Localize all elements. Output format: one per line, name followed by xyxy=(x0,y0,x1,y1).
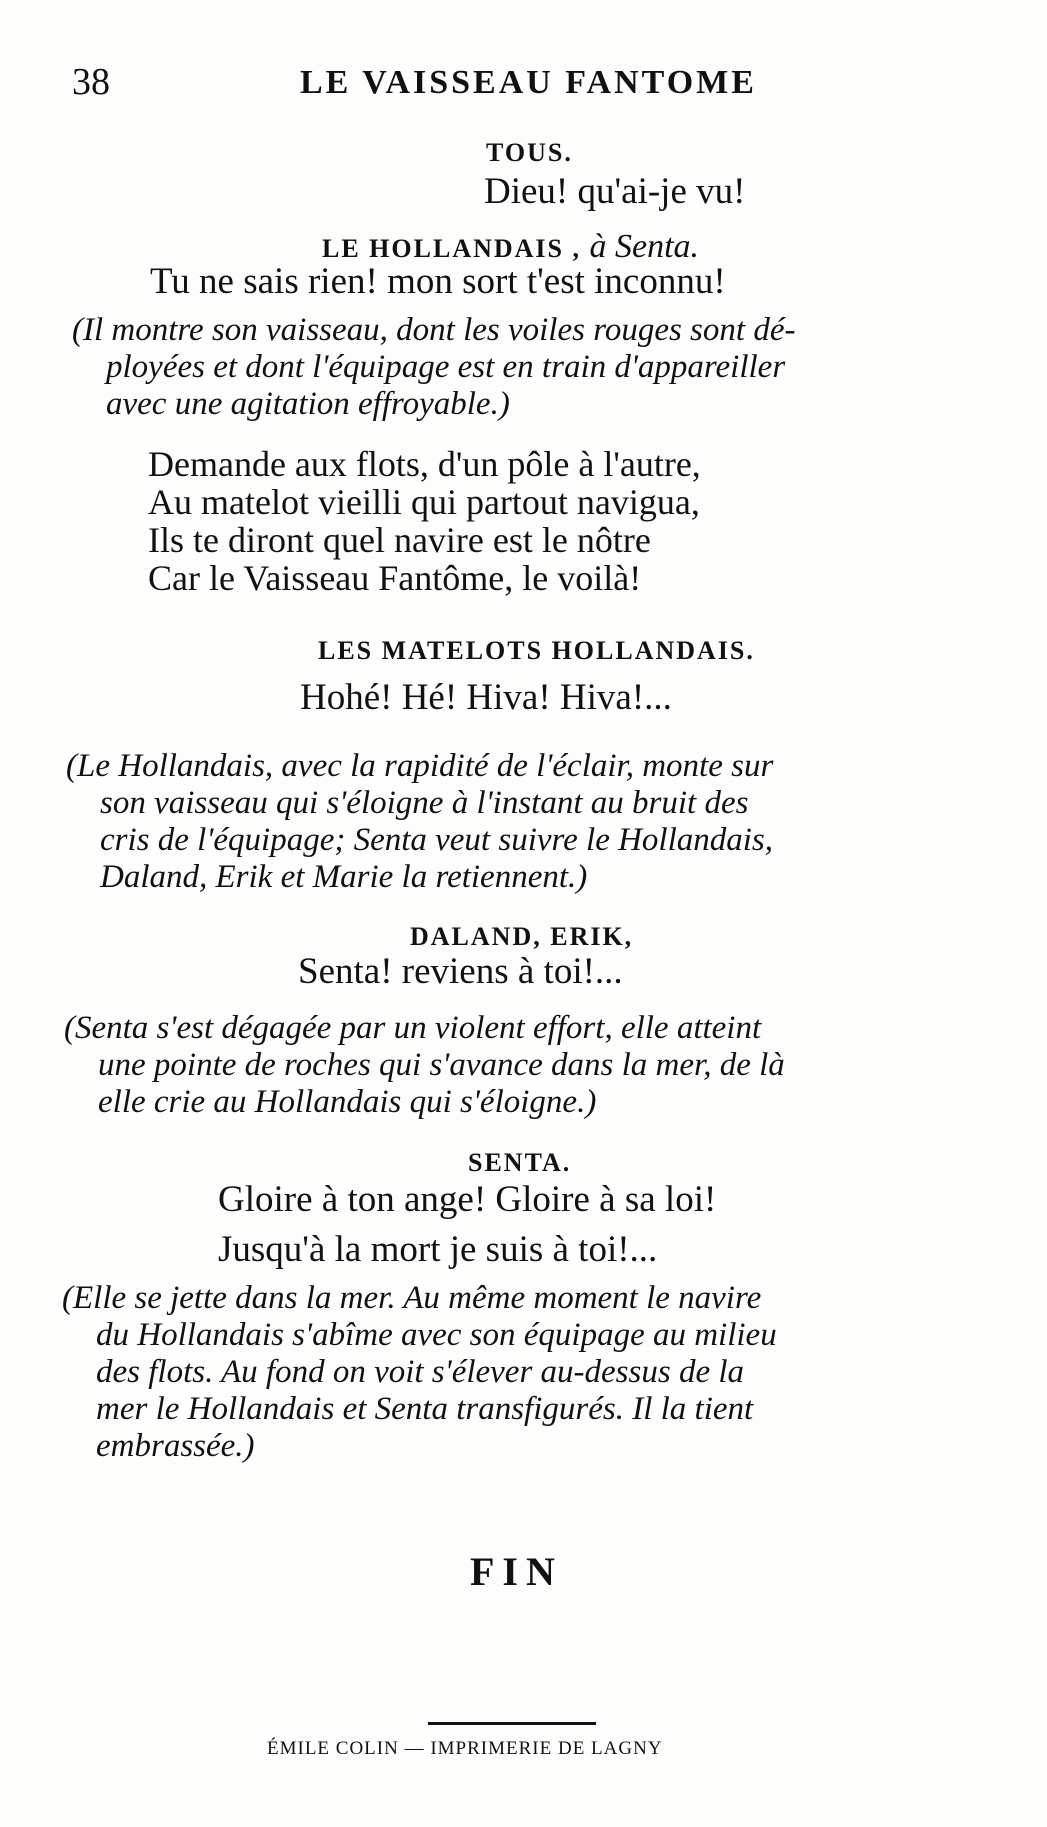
matelots-line: Hohé! Hé! Hiva! Hiva!... xyxy=(300,677,672,718)
stage-line: (Senta s'est dégagée par un violent effort, elle atteint xyxy=(64,1010,762,1046)
speaker-tous: TOUS. xyxy=(486,138,573,167)
senta-line: Gloire à ton ange! Gloire à sa loi! xyxy=(218,1179,717,1220)
senta-line: Jusqu'à la mort je suis à toi!... xyxy=(218,1229,658,1270)
stage-line: cris de l'équipage; Senta veut suivre le Hollandais, xyxy=(100,822,774,858)
stage-line: ployées et dont l'équipage est en train d'appareiller xyxy=(106,349,786,385)
verse-line: Au matelot vieilli qui partout navigua, xyxy=(148,482,700,522)
stage-line: mer le Hollandais et Senta transfigurés. Il la tient xyxy=(96,1391,754,1427)
stage-direction-3 xyxy=(64,1010,785,1121)
stage-line: (Il montre son vaisseau, dont les voiles rouges sont dé- xyxy=(72,312,796,348)
speaker-daland-erik: DALAND, ERIK, xyxy=(410,922,634,951)
hollandais-line: Tu ne sais rien! mon sort t'est inconnu! xyxy=(150,261,726,302)
speaker-matelots: LES MATELOTS HOLLANDAIS. xyxy=(318,636,755,665)
colophon-rule xyxy=(428,1722,596,1725)
verse-line: Demande aux flots, d'un pôle à l'autre, xyxy=(148,444,701,484)
daland-line: Senta! reviens à toi!... xyxy=(298,951,623,992)
fin-heading: FIN xyxy=(470,1549,563,1594)
running-title: LE VAISSEAU FANTOME xyxy=(300,64,757,101)
senta-lines xyxy=(218,1175,716,1275)
stage-line: avec une agitation effroyable.) xyxy=(106,386,510,422)
stage-line: (Elle se jette dans la mer. Au même moment le navire xyxy=(62,1280,762,1316)
tous-line: Dieu! qu'ai-je vu! xyxy=(484,171,746,212)
printer-colophon: ÉMILE COLIN — IMPRIMERIE DE LAGNY xyxy=(267,1738,663,1759)
verse-block xyxy=(148,445,701,597)
stage-line: (Le Hollandais, avec la rapidité de l'éclair, monte sur xyxy=(66,748,774,784)
speaker-senta: SENTA. xyxy=(468,1148,572,1177)
stage-line: Daland, Erik et Marie la retiennent.) xyxy=(100,859,588,895)
speaker-name: LE HOLLANDAIS , xyxy=(322,234,581,263)
stage-aside: à Senta. xyxy=(589,228,700,265)
page-number: 38 xyxy=(72,61,110,103)
verse-line: Car le Vaisseau Fantôme, le voilà! xyxy=(148,558,642,598)
stage-line: son vaisseau qui s'éloigne à l'instant au bruit des xyxy=(100,785,749,821)
stage-direction-2 xyxy=(66,748,773,896)
stage-line: elle crie au Hollandais qui s'éloigne.) xyxy=(98,1084,597,1120)
verse-line: Ils te diront quel navire est le nôtre xyxy=(148,520,651,560)
stage-direction-4 xyxy=(62,1280,777,1465)
stage-line: embrassée.) xyxy=(96,1428,255,1464)
stage-direction-1 xyxy=(72,312,795,423)
stage-line: du Hollandais s'abîme avec son équipage au milieu xyxy=(96,1317,777,1353)
stage-line: une pointe de roches qui s'avance dans la mer, de là xyxy=(98,1047,785,1083)
stage-line: des flots. Au fond on voit s'élever au-dessus de la xyxy=(96,1354,745,1390)
